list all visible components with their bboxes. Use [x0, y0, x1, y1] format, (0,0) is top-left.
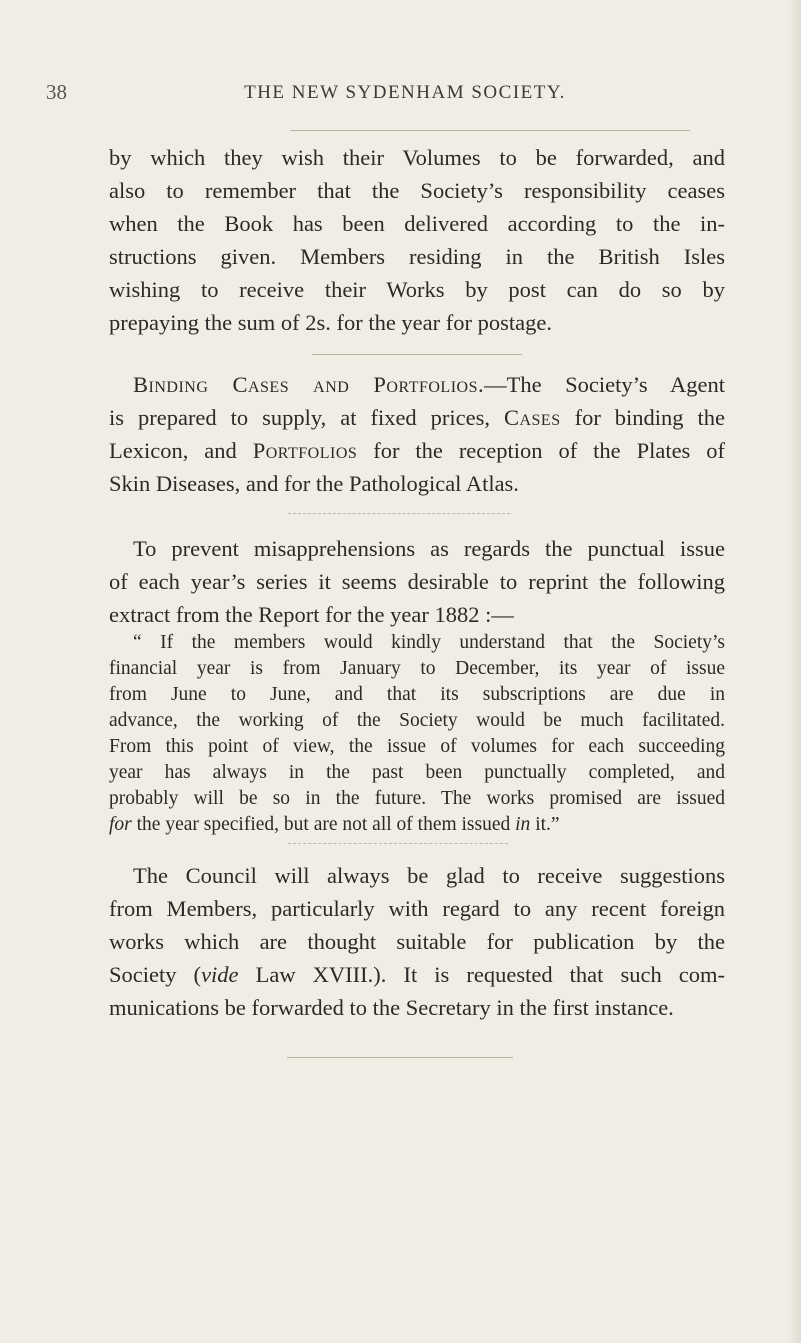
text-run: it.”	[530, 814, 560, 835]
text-line: financial year is from January to December, its year of issue	[109, 658, 725, 679]
text-line: structions given. Members residing in the British Isles	[109, 244, 725, 269]
text-line: from Members, particularly with regard to any recent foreign	[109, 896, 725, 921]
page-number: 38	[46, 80, 67, 104]
text-line: From this point of view, the issue of volumes for each succeeding	[109, 736, 725, 757]
text-line	[109, 812, 725, 838]
text-line	[109, 368, 725, 401]
paragraph-binding-cases	[109, 368, 725, 500]
text-run: is prepared to supply, at fixed prices,	[109, 405, 504, 430]
text-run: for binding the	[560, 405, 725, 430]
paragraph-forwarding	[109, 141, 725, 339]
text-line: “ If the members would kindly understand that the Society’s	[133, 632, 725, 653]
paragraph-punctual-issue	[109, 532, 725, 631]
paragraph-council-suggestions	[109, 859, 725, 1024]
text-run: Lexicon, and	[109, 438, 253, 463]
text-line: wishing to receive their Works by post can do so by	[109, 277, 725, 302]
text-line: also to remember that the Society’s responsibility ceases	[109, 178, 725, 203]
text-line: probably will be so in the future. The works promised are issued	[109, 788, 725, 809]
section-rule	[288, 843, 508, 844]
text-line: To prevent misapprehensions as regards the punctual issue	[133, 536, 725, 561]
italic-term: in	[515, 814, 531, 835]
italic-term: for	[109, 814, 132, 835]
text-line: from June to June, and that its subscriptions are due in	[109, 684, 725, 705]
section-rule	[288, 513, 510, 514]
text-line: by which they wish their Volumes to be forwarded, and	[109, 145, 725, 170]
text-line: The Council will always be glad to receive suggestions	[133, 863, 725, 888]
quoted-extract	[109, 630, 725, 838]
text-run: —The Society’s Agent	[484, 372, 725, 397]
text-line: prepaying the sum of 2s. for the year for postage.	[109, 310, 552, 335]
text-line: extract from the Report for the year 1882 :—	[109, 602, 514, 627]
text-line: Skin Diseases, and for the Pathological Atlas.	[109, 471, 519, 496]
text-line	[109, 401, 725, 434]
text-line: of each year’s series it seems desirable to reprint the following	[109, 569, 725, 594]
text-run: Society (	[109, 962, 202, 987]
text-line: works which are thought suitable for publication by the	[109, 929, 725, 954]
closing-rule	[287, 1057, 513, 1058]
text-line	[109, 958, 725, 991]
running-title: THE NEW SYDENHAM SOCIETY.	[244, 82, 566, 103]
text-run: Law XVIII.). It is requested that such com-	[238, 962, 726, 987]
page-header	[0, 80, 801, 110]
small-caps-term: Portfolios	[252, 438, 358, 463]
text-run: for the reception of the Plates of	[357, 438, 725, 463]
text-line: advance, the working of the Society would be much facilitated.	[109, 710, 725, 731]
text-line: year has always in the past been punctually completed, and	[109, 762, 725, 783]
italic-term: vide	[201, 962, 239, 987]
text-line: when the Book has been delivered according to the in-	[109, 211, 725, 236]
section-rule	[312, 354, 522, 355]
text-run: the year specified, but are not all of them issued	[131, 814, 516, 835]
text-line	[109, 434, 725, 467]
header-rule	[290, 130, 690, 131]
small-caps-term: Cases	[503, 405, 561, 430]
page-edge-shadow	[787, 0, 801, 1343]
section-heading: Binding Cases and Portfolios.	[133, 372, 485, 397]
text-line: munications be forwarded to the Secretary in the first instance.	[109, 995, 674, 1020]
